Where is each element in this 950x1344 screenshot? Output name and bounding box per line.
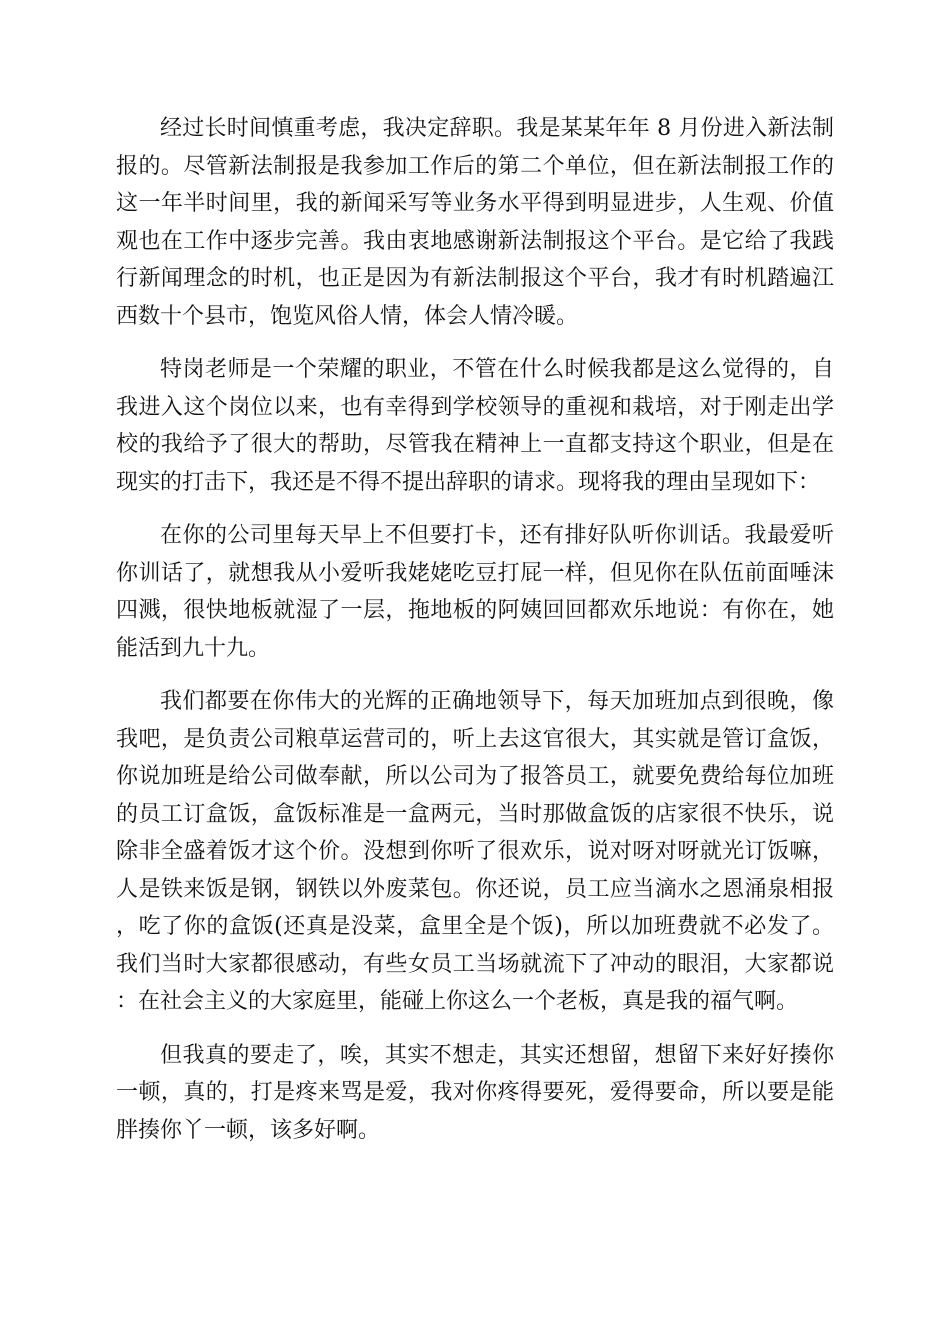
paragraph-3: 在你的公司里每天早上不但要打卡，还有排好队听你训话。我最爱听你训话了，就想我从小爱听我姥姥吃豆打屁一样，但见你在队伍前面唾沫四溅，很快地板就湿了一层，拖地板的阿姨回回都欢乐地说：有你在，她能活到九十九。: [116, 523, 834, 661]
paragraph-2: 特岗老师是一个荣耀的职业，不管在什么时候我都是这么觉得的，自我进入这个岗位以来，也有幸得到学校领导的重视和栽培，对于刚走出学校的我给予了很大的帮助，尽管我在精神上一直都支持这个职业，但是在现实的打击下，我还是不得不提出辞职的请求。现将我的理由呈现如下：: [116, 357, 834, 495]
paragraph-4: 我们都要在你伟大的光辉的正确地领导下，每天加班加点到很晚，像我吧，是负责公司粮草运营司的，听上去这官很大，其实就是管订盒饭，你说加班是给公司做奉献，所以公司为了报答员工，就要免费给每位加班的员工订盒饭，盒饭标准是一盒两元，当时那做盒饭的店家很不快乐，说除非全盛着饭才这个价。没想到你听了很欢乐，说对呀对呀就光订饭嘛，人是铁来饭是钢，钢铁以外废菜包。你还说，员工应当滴水之恩涌泉相报，吃了你的盒饭(还真是没菜，盒里全是个饭)，所以加班费就不必发了。我们当时大家都很感动，有些女员工当场就流下了冲动的眼泪，大家都说：在社会主义的大家庭里，能碰上你这么一个老板，真是我的福气啊。: [116, 689, 834, 1014]
paragraph-5: 但我真的要走了，唉，其实不想走，其实还想留，想留下来好好揍你一顿，真的，打是疼来骂是爱，我对你疼得要死，爱得要命，所以要是能胖揍你丫一顿，该多好啊。: [116, 1042, 834, 1143]
document-body: [116, 110, 834, 1165]
paragraph-1: 经过长时间慎重考虑，我决定辞职。我是某某年年 8 月份进入新法制报的。尽管新法制报是我参加工作后的第二个单位，但在新法制报工作的这一年半时间里，我的新闻采写等业务水平得到明显进步，人生观、价值观也在工作中逐步完善。我由衷地感谢新法制报这个平台。是它给了我践行新闻理念的时机，也正是因为有新法制报这个平台，我才有时机踏遍江西数十个县市，饱览风俗人情，体会人情冷暖。: [116, 116, 834, 329]
